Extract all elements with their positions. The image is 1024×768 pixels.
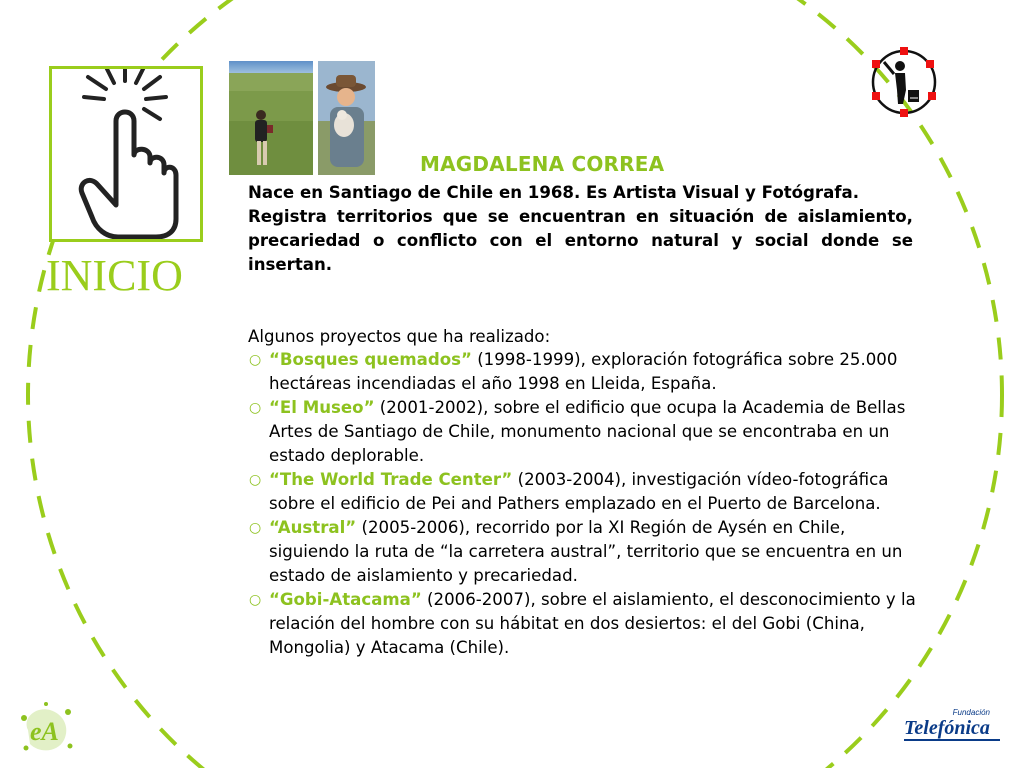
inicio-label[interactable]: INICIO bbox=[46, 251, 183, 300]
person-cycle-icon bbox=[866, 46, 942, 118]
bullet-icon: ○ bbox=[249, 520, 262, 536]
project-description: (2003-2004), investigación vídeo-fotográfica sobre el edificio de Pei and Pathers emplazado en el Puerto de Barcelona. bbox=[269, 470, 889, 513]
list-item bbox=[248, 588, 916, 660]
projects-list bbox=[248, 348, 916, 660]
bullet-icon: ○ bbox=[249, 352, 262, 368]
svg-text:eA: eA bbox=[30, 717, 59, 746]
bio-line-1: Nace en Santiago de Chile en 1968. Es Artista Visual y Fotógrafa. bbox=[248, 183, 860, 202]
list-item bbox=[248, 516, 916, 588]
project-description: (1998-1999), exploración fotográfica sobre 25.000 hectáreas incendiadas el año 1998 en Lleida, España. bbox=[269, 350, 898, 393]
project-description: (2006-2007), sobre el aislamiento, el desconocimiento y la relación del hombre con su hábitat en dos desiertos: el del Gobi (China, Mongolia) y Atacama (Chile). bbox=[269, 590, 916, 657]
fundacion-label: Fundación bbox=[952, 708, 990, 717]
bullet-icon: ○ bbox=[249, 592, 262, 608]
projects-intro: Algunos proyectos que ha realizado: bbox=[248, 327, 551, 346]
project-name: “Gobi-Atacama” bbox=[269, 590, 422, 609]
project-description: (2001-2002), sobre el edificio que ocupa la Academia de Bellas Artes de Santiago de Chile, monumento nacional que se encontraba en un estado deplorable. bbox=[269, 398, 906, 465]
artist-bio bbox=[248, 181, 913, 277]
pointing-hand-icon bbox=[52, 69, 200, 239]
bio-line-2: Registra territorios que se encuentran en situación de aislamiento, precariedad o conflicto con el entorno natural y social donde se insertan. bbox=[248, 207, 913, 274]
ea-logo-icon bbox=[16, 700, 76, 758]
artist-photo-portrait bbox=[318, 61, 375, 175]
bullet-icon: ○ bbox=[249, 472, 262, 488]
telefonica-label: Telefónica bbox=[904, 717, 1000, 741]
list-item bbox=[248, 468, 916, 516]
artist-photo-field bbox=[229, 61, 313, 175]
list-item bbox=[248, 396, 916, 468]
person-cycle-logo bbox=[866, 46, 942, 122]
project-name: “The World Trade Center” bbox=[269, 470, 513, 489]
project-name: “El Museo” bbox=[269, 398, 375, 417]
project-name: “Bosques quemados” bbox=[269, 350, 472, 369]
page-title: MAGDALENA CORREA bbox=[420, 152, 665, 176]
list-item bbox=[248, 348, 916, 396]
project-description: (2005-2006), recorrido por la XI Región de Aysén en Chile, siguiendo la ruta de “la carretera austral”, territorio que se encuentra en un estado de aislamiento y precariedad. bbox=[269, 518, 903, 585]
fundacion-telefonica-logo bbox=[904, 708, 1000, 741]
bullet-icon: ○ bbox=[249, 400, 262, 416]
inicio-button[interactable] bbox=[49, 66, 203, 242]
ea-logo bbox=[16, 700, 76, 762]
project-name: “Austral” bbox=[269, 518, 357, 537]
